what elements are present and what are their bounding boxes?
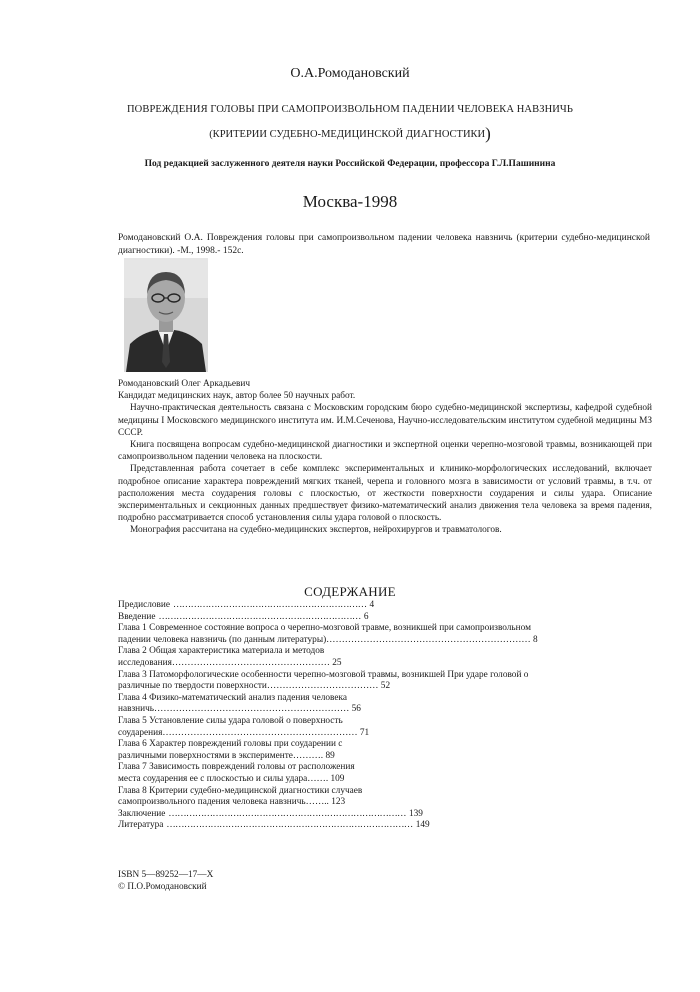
table-of-contents bbox=[118, 600, 654, 832]
bibliographic-citation: Ромодановский О.А. Повреждения головы при самопроизвольном падении человека навзничь (критерии судебно-медицинской диагностики). -М., 1998.- 152с. bbox=[118, 233, 650, 256]
toc-line: самопроизвольного падения человека навзничь…….. 123 bbox=[118, 797, 346, 808]
subtitle-text: (КРИТЕРИИ СУДЕБНО-МЕДИЦИНСКОЙ ДИАГНОСТИКИ bbox=[209, 129, 486, 140]
imprint bbox=[118, 870, 213, 893]
bio-name: Ромодановский Олег Аркадьевич bbox=[118, 379, 251, 389]
copyright: © П.О.Ромодановский bbox=[118, 881, 207, 892]
toc-entry-chapter-5 bbox=[118, 716, 654, 739]
toc-leader: ………………………………………………………………………… bbox=[166, 820, 413, 831]
toc-label: Предисловие bbox=[118, 600, 170, 610]
toc-line: Глава 2 Общая характеристика материала и методов bbox=[118, 646, 325, 657]
toc-line: Глава 6 Характер повреждений головы при соударении с bbox=[118, 739, 343, 750]
toc-page: 149 bbox=[415, 820, 430, 831]
toc-page: 6 bbox=[363, 611, 369, 622]
toc-leader: ………………………………………………………… bbox=[172, 600, 367, 610]
toc-page: 139 bbox=[408, 808, 423, 819]
isbn: ISBN 5—89252—17—X bbox=[118, 870, 214, 880]
toc-entry-chapter-1 bbox=[118, 623, 654, 646]
toc-entry-chapter-7 bbox=[118, 762, 654, 785]
toc-line: Глава 5 Установление силы удара головой о поверхность bbox=[118, 715, 343, 726]
editor-line: Под редакцией заслуженного деятеля науки Российской Федерации, профессора Г.Л.Пашинина bbox=[144, 159, 556, 169]
bio-degree: Кандидат медицинских наук, автор более 50 научных работ. bbox=[118, 391, 356, 402]
toc-leader: …………………………………………………………… bbox=[158, 611, 361, 622]
toc-line: исследования…………………………………………… 25 bbox=[118, 657, 342, 668]
toc-title: СОДЕРЖАНИЕ bbox=[304, 584, 396, 599]
bio-paragraph-1: Научно-практическая деятельность связана с Московским городским бюро судебно-медицинской экспертизы, кафедрой судебной медицины I Московского медицинского института им. И.М.Сеченова, Научно-исследовательским институтом судебной медицины МЗ СССР. bbox=[118, 403, 652, 438]
toc-entry-chapter-8 bbox=[118, 786, 654, 809]
toc-label: Введение bbox=[118, 611, 156, 622]
toc-line: навзничь……………………………………………………… 56 bbox=[118, 704, 361, 715]
toc-line: различными поверхностями в эксперименте………. 89 bbox=[118, 750, 335, 761]
author-portrait-photo bbox=[124, 258, 208, 372]
toc-page: 4 bbox=[369, 600, 375, 610]
toc-leader: ……………………………………………………………………… bbox=[168, 808, 406, 819]
toc-entry-chapter-2 bbox=[118, 646, 654, 669]
toc-label: Заключение bbox=[118, 808, 166, 819]
book-subtitle bbox=[0, 124, 700, 144]
bio-paragraph-4: Монография рассчитана на судебно-медицинских экспертов, нейрохирургов и травматологов. bbox=[130, 525, 502, 536]
bio-paragraph-3: Представленная работа сочетает в себе комплекс экспериментальных и клинико-морфологических исследований, включает подробное описание характера повреждений мягких тканей, черепа и головного мозга в зависимости от условий травмы, в т.ч. от расположения места соударения головы с плоскостью, от жесткости поверхности соударения и силы удара. Описание экспериментальных и секционных данных предшествует физико-математический анализ движения тела человека за время падения, подробно рассматривается способ установления силы удара головой о плоскость. bbox=[118, 464, 652, 524]
author-bio bbox=[118, 378, 652, 537]
toc-entry-chapter-4 bbox=[118, 693, 654, 716]
toc-entry-conclusion bbox=[118, 809, 654, 821]
author-name: О.А.Ромодановский bbox=[290, 66, 410, 81]
bio-paragraph-2: Книга посвящена вопросам судебно-медицинской диагностики и экспертной оценки черепно-мозговой травмы, возникающей при самопроизвольном падении человека на плоскости. bbox=[118, 440, 652, 463]
book-title: ПОВРЕЖДЕНИЯ ГОЛОВЫ ПРИ САМОПРОИЗВОЛЬНОМ ПАДЕНИИ ЧЕЛОВЕКА НАВЗНИЧЬ bbox=[127, 104, 573, 115]
toc-line: Глава 8 Критерии судебно-медицинской диагностики случаев bbox=[118, 785, 363, 796]
toc-line: соударения……………………………………………………… 71 bbox=[118, 727, 370, 738]
toc-line: Глава 7 Зависимость повреждений головы от расположения bbox=[118, 762, 355, 773]
toc-line: Глава 1 Современное состояние вопроса о черепно-мозговой травме, возникшей при самопроизвольном bbox=[118, 623, 532, 634]
author-portrait-icon bbox=[124, 258, 208, 372]
toc-entry-preface bbox=[118, 600, 654, 612]
toc-line: падении человека навзничь (по данным литературы)………………………………………………………… 8 bbox=[118, 634, 538, 645]
toc-entry-literature bbox=[118, 820, 654, 832]
toc-entry-intro bbox=[118, 612, 654, 624]
toc-entry-chapter-3 bbox=[118, 670, 654, 693]
toc-label: Литература bbox=[118, 820, 164, 831]
toc-entry-chapter-6 bbox=[118, 739, 654, 762]
city-year: Москва-1998 bbox=[302, 192, 398, 211]
toc-line: Глава 4 Физико-математический анализ падения человека bbox=[118, 692, 347, 703]
toc-line: Глава 3 Патоморфологические особенности черепно-мозговой травмы, возникшей При ударе головой о bbox=[118, 669, 529, 680]
toc-line: различные по твердости поверхности……………………………… 52 bbox=[118, 681, 391, 692]
toc-line: места соударения ее с плоскостью и силы удара……. 109 bbox=[118, 773, 345, 784]
subtitle-close-paren: ) bbox=[485, 124, 491, 143]
